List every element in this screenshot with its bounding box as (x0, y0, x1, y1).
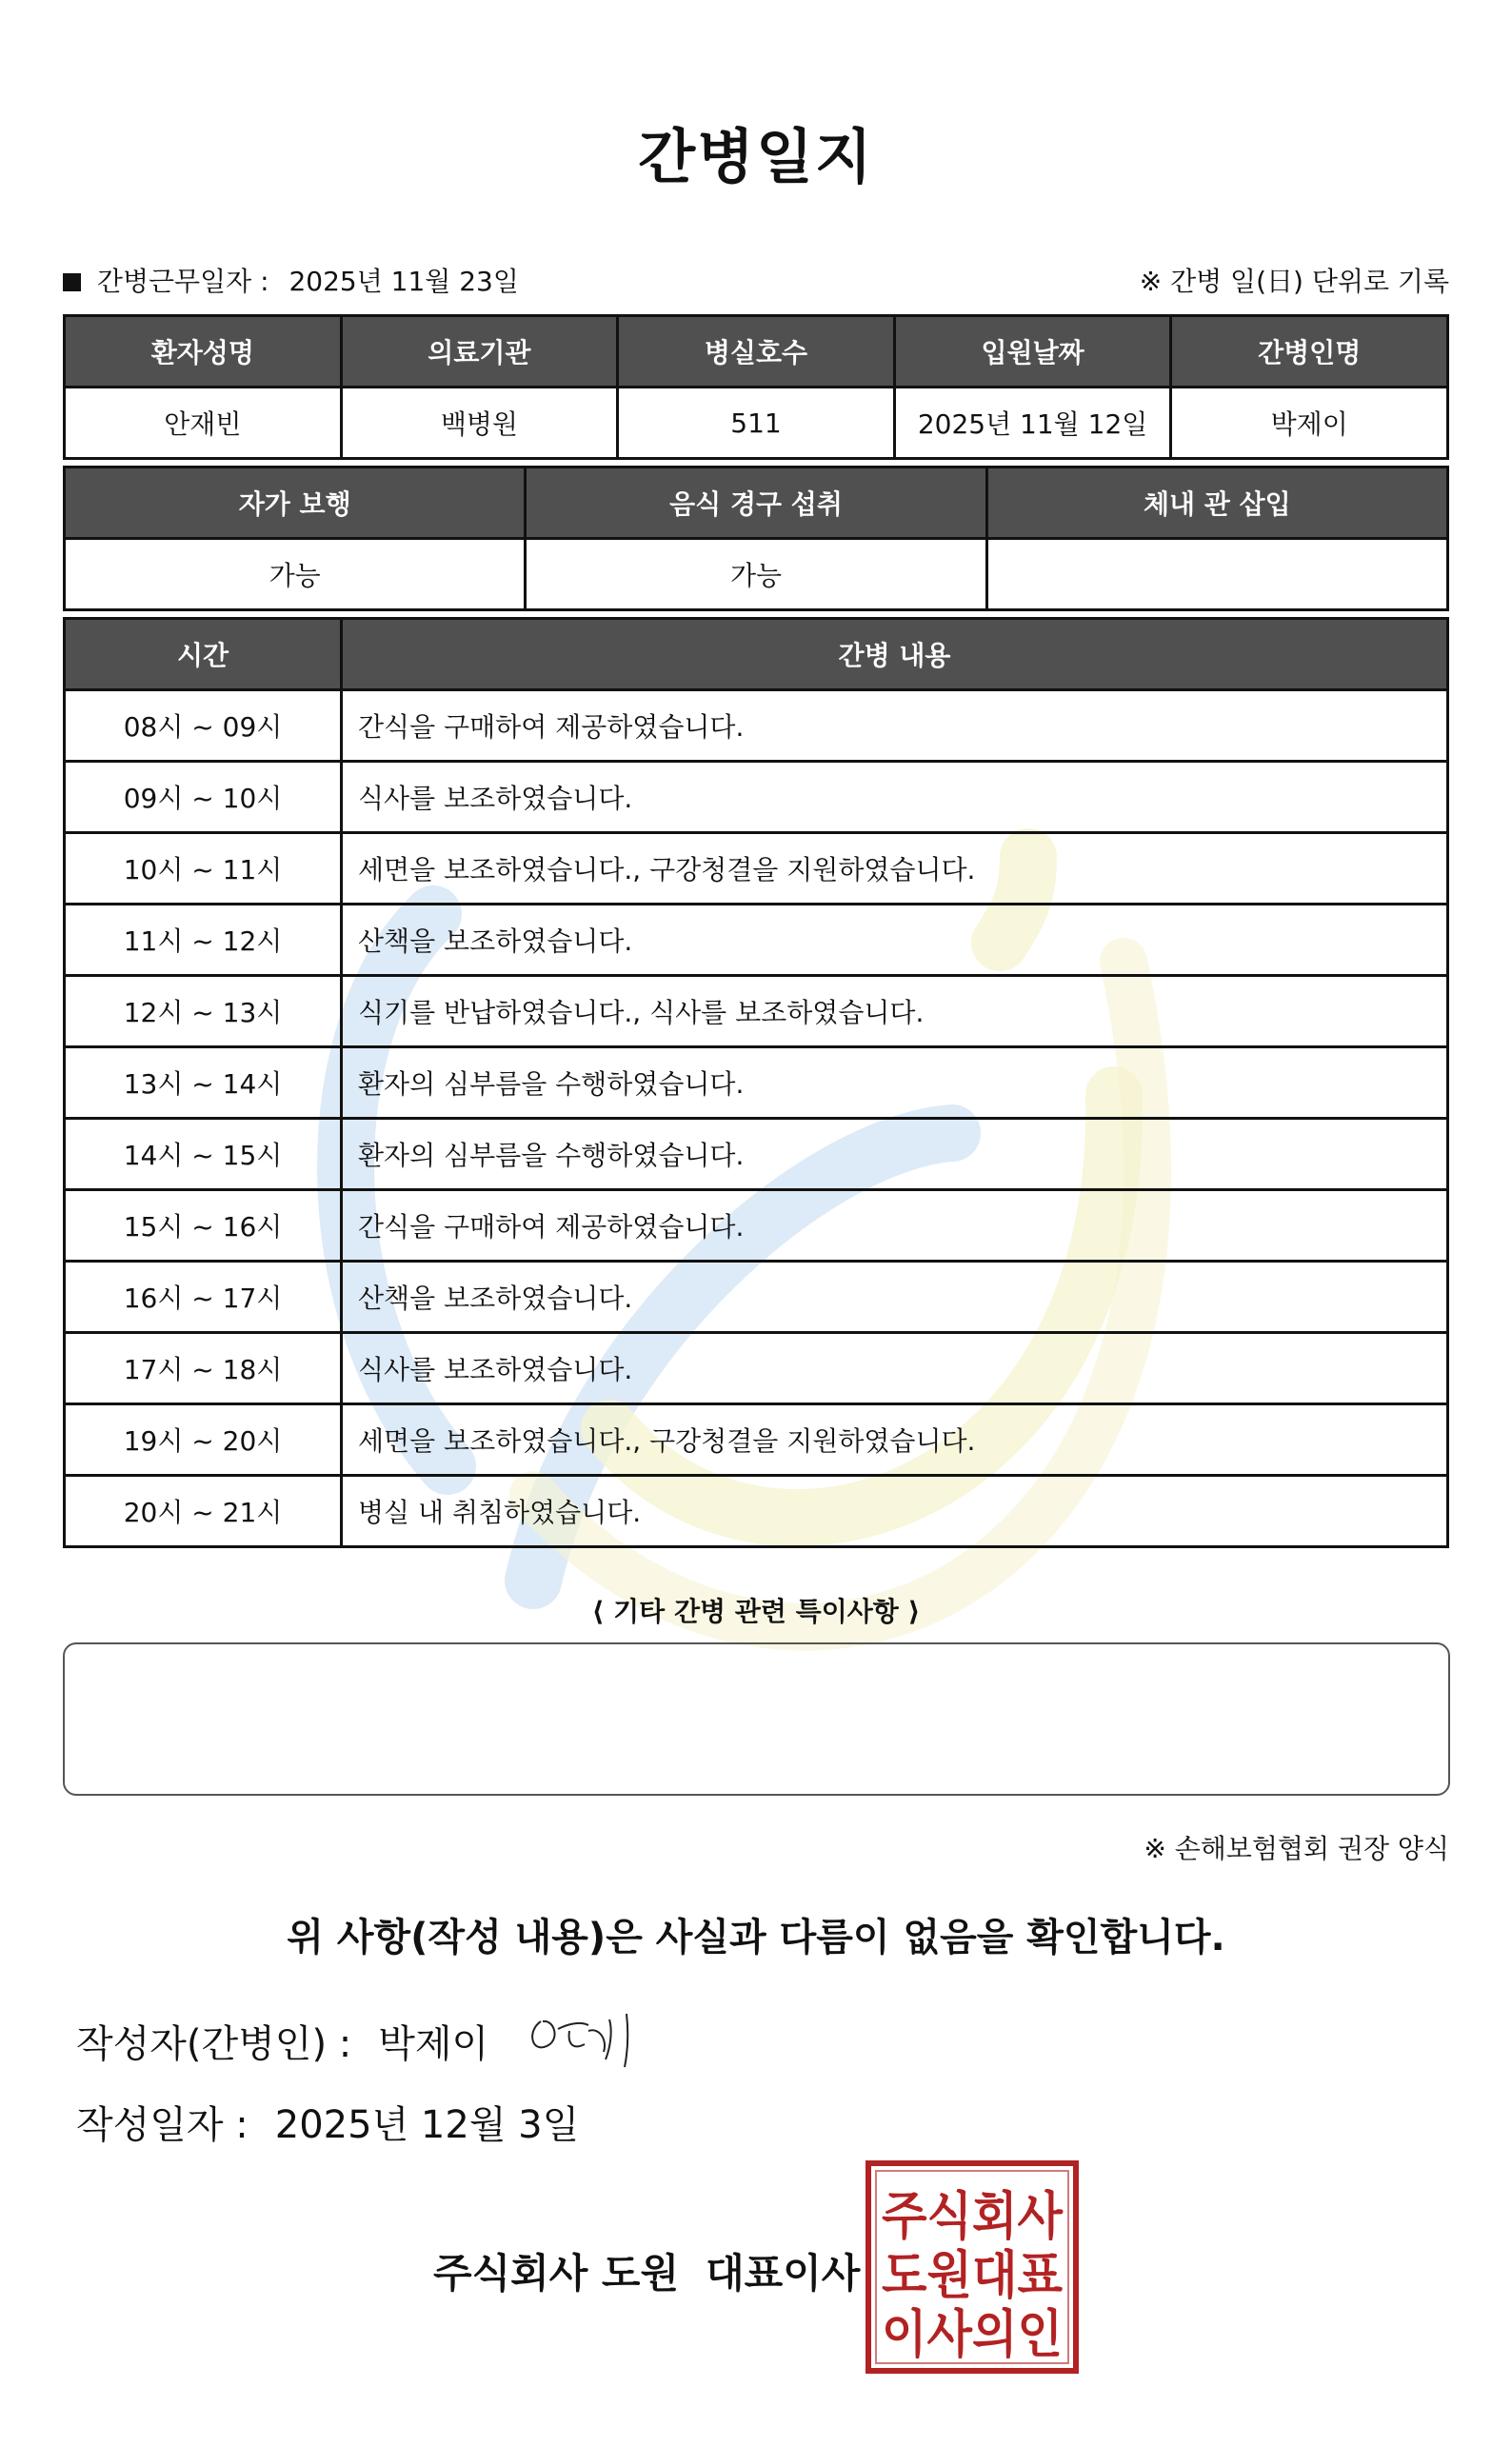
table-row (65, 905, 1448, 976)
table-row (65, 1119, 1448, 1190)
work-date (63, 261, 519, 299)
work-date-value: 2025년 11월 23일 (288, 266, 519, 297)
handwritten-signature (522, 2002, 655, 2069)
log-content: 산책을 보조하였습니다. (342, 1262, 1448, 1333)
writer-label: 작성자(간병인) : (76, 2022, 352, 2066)
log-content: 간식을 구매하여 제공하였습니다. (342, 690, 1448, 762)
log-time: 19시 ~ 20시 (65, 1404, 342, 1476)
log-time: 16시 ~ 17시 (65, 1262, 342, 1333)
log-time: 14시 ~ 15시 (65, 1119, 342, 1190)
log-content: 병실 내 취침하였습니다. (342, 1476, 1448, 1547)
log-time: 13시 ~ 14시 (65, 1047, 342, 1119)
log-time: 09시 ~ 10시 (65, 762, 342, 833)
log-content: 산책을 보조하였습니다. (342, 905, 1448, 976)
header-care-content: 간병 내용 (342, 619, 1448, 690)
patient-name: 안재빈 (65, 388, 342, 459)
company-name: 주식회사 도원 (433, 2250, 680, 2297)
recommend-note: ※ 손해보험협회 권장 양식 (1144, 1833, 1449, 1864)
log-content: 환자의 심부름을 수행하였습니다. (342, 1119, 1448, 1190)
header-tube-insertion: 체내 관 삽입 (986, 468, 1447, 539)
table-row (65, 1333, 1448, 1404)
notes-title: ⟨ 기타 간병 관련 특이사항 ⟩ (591, 1596, 921, 1627)
hospital: 백병원 (341, 388, 618, 459)
svg-text:주식회사: 주식회사 (882, 2186, 1064, 2246)
svg-text:이사의인: 이사의인 (882, 2304, 1063, 2364)
company-seal-stamp (865, 2159, 1080, 2375)
log-time: 17시 ~ 18시 (65, 1333, 342, 1404)
header-hospital: 의료기관 (341, 316, 618, 388)
page-title: 간병일지 (638, 122, 874, 191)
care-log-table (63, 617, 1449, 1548)
caregiver-name: 박제이 (1171, 388, 1448, 459)
header-patient-name: 환자성명 (65, 316, 342, 388)
table-row (65, 690, 1448, 762)
oral-intake-status: 가능 (526, 539, 986, 610)
log-time: 15시 ~ 16시 (65, 1190, 342, 1262)
table-row (65, 1476, 1448, 1547)
table-row (65, 1262, 1448, 1333)
header-oral-intake: 음식 경구 섭취 (526, 468, 986, 539)
table-row (65, 1047, 1448, 1119)
patient-info-table (63, 314, 1449, 460)
header-time: 시간 (65, 619, 342, 690)
written-date-line (76, 2095, 579, 2149)
log-content: 세면을 보조하였습니다., 구강청결을 지원하였습니다. (342, 833, 1448, 905)
company-signature-line (433, 2242, 860, 2299)
room-number: 511 (618, 388, 895, 459)
log-time: 11시 ~ 12시 (65, 905, 342, 976)
log-time: 08시 ~ 09시 (65, 690, 342, 762)
header-caregiver-name: 간병인명 (1171, 316, 1448, 388)
written-date-label: 작성일자 : (76, 2103, 249, 2147)
table-row (65, 833, 1448, 905)
table-row (65, 762, 1448, 833)
header-walking: 자가 보행 (65, 468, 526, 539)
log-content: 세면을 보조하였습니다., 구강청결을 지원하였습니다. (342, 1404, 1448, 1476)
tube-insertion-status (986, 539, 1447, 610)
header-admission-date: 입원날짜 (894, 316, 1171, 388)
log-time: 10시 ~ 11시 (65, 833, 342, 905)
square-bullet-icon (63, 273, 81, 291)
header-room: 병실호수 (618, 316, 895, 388)
log-content: 간식을 구매하여 제공하였습니다. (342, 1190, 1448, 1262)
table-row (65, 1404, 1448, 1476)
confirmation-statement: 위 사항(작성 내용)은 사실과 다름이 없음을 확인합니다. (287, 1916, 1225, 1960)
walking-status: 가능 (65, 539, 526, 610)
patient-status-table (63, 466, 1449, 611)
company-representative: 대표이사 (706, 2250, 861, 2297)
written-date: 2025년 12월 3일 (274, 2103, 580, 2147)
admission-date: 2025년 11월 12일 (894, 388, 1171, 459)
writer-name: 박제이 (378, 2022, 489, 2066)
notes-box[interactable] (63, 1642, 1450, 1796)
svg-text:도원대표: 도원대표 (882, 2245, 1063, 2305)
log-time: 20시 ~ 21시 (65, 1476, 342, 1547)
log-content: 식사를 보조하였습니다. (342, 1333, 1448, 1404)
log-content: 식기를 반납하였습니다., 식사를 보조하였습니다. (342, 976, 1448, 1047)
table-row (65, 1190, 1448, 1262)
log-content: 환자의 심부름을 수행하였습니다. (342, 1047, 1448, 1119)
unit-note: ※ 간병 일(日) 단위로 기록 (1139, 266, 1449, 297)
table-row (65, 976, 1448, 1047)
writer-line (76, 2014, 488, 2068)
log-content: 식사를 보조하였습니다. (342, 762, 1448, 833)
log-time: 12시 ~ 13시 (65, 976, 342, 1047)
work-date-label: 간병근무일자 : (96, 266, 269, 297)
